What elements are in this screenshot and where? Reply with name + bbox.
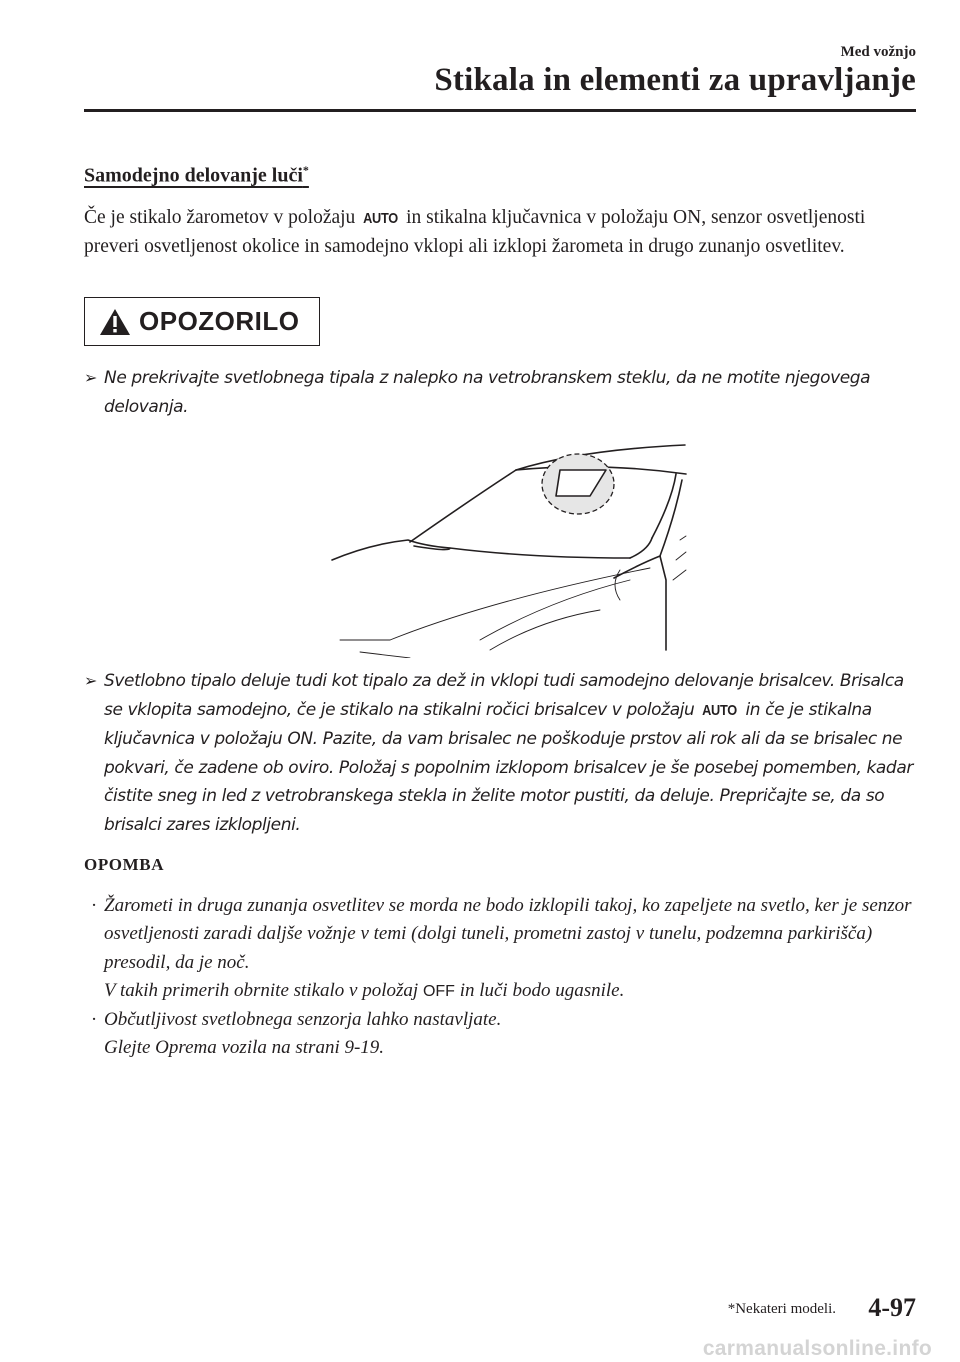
warning-item: [84, 667, 916, 839]
note-item-text: [104, 1006, 501, 1063]
warning-item2-text-1: Svetlobno tipalo deluje tudi kot tipalo za dež in vklopi tudi samodejno delovanje brisalcev. Brisalca se vklopita samodejno, če je stikalo na stikalni ročici brisalcev v položaju: [104, 671, 904, 720]
note-item: [84, 1006, 916, 1063]
auto-position-label: AUTO: [363, 210, 399, 227]
windshield-sensor-illustration: [330, 440, 690, 658]
arrow-right-icon: ➢: [84, 671, 98, 690]
warning-item: [84, 364, 916, 421]
note-item1-line1: Žarometi in druga zunanja osvetlitev se morda ne bodo izklopili takoj, ko zapeljete na svetlo, ker je senzor osvetljenosti zaradi daljše vožnje v temi (dolgi tuneli, prometni zastoj v tunelu, podzemna parkirišča) presodil, da je noč.: [104, 895, 912, 973]
note-item-text: [104, 892, 916, 1006]
off-position-label: OFF: [422, 982, 455, 1000]
note-item: [84, 892, 916, 1006]
bullet-dot-icon: ·: [90, 1009, 98, 1031]
warning-item-text: Ne prekrivajte svetlobnega tipala z nalepko na vetrobranskem steklu, da ne motite njegovega delovanja.: [104, 368, 871, 417]
section-asterisk: *: [302, 163, 309, 177]
arrow-right-icon: ➢: [84, 368, 98, 387]
warning-header-box: [84, 297, 320, 346]
auto-position-label: AUTO: [702, 701, 738, 719]
note-item2-line1: Občutljivost svetlobnega senzorja lahko nastavljate.: [104, 1009, 502, 1031]
intro-text-1: Če je stikalo žarometov v položaju: [84, 207, 361, 228]
section-title-text: Samodejno delovanje luči: [84, 164, 303, 187]
warning-item-text: [104, 667, 916, 839]
bullet-dot-icon: ·: [90, 895, 98, 916]
note-list: [84, 892, 916, 1063]
note-item1-text-b: in luči bodo ugasnile.: [454, 979, 625, 1001]
chapter-label: Med vožnjo: [840, 44, 916, 60]
footnote: *Nekateri modeli.: [727, 1301, 836, 1317]
warning-triangle-icon: [99, 308, 131, 336]
warning-item2-text-2: in če je stikalna ključavnica v položaju ON. Pazite, da vam brisalec ne poškoduje prstov ali rok ali da se brisalec ne pokvari, če zadene ob oviro. Položaj s popolnim izklopom brisalcev je še posebej pomemben, kadar čistite sneg in led z vetrobranskega stekla in želite motor pustiti, da deluje. Prepričajte se, da so brisalci zares izklopljeni.: [104, 699, 913, 835]
section-title: [84, 163, 309, 188]
intro-text-2: in stikalna ključavnica v položaju ON, senzor osvetljenosti preveri osvetljenost okolice in samodejno vklopi ali izklopi žarometa in drugo zunanjo osvetlitev.: [84, 207, 866, 257]
note-item1-line2: [104, 977, 916, 1006]
note-item2-line2: Glejte Oprema vozila na strani 9-19.: [104, 1037, 385, 1059]
intro-paragraph: [84, 204, 916, 261]
page-number: 4-97: [868, 1293, 916, 1322]
warning-label: OPOZORILO: [139, 306, 300, 336]
note-title: OPOMBA: [84, 855, 165, 874]
note-item1-text-a: V takih primerih obrnite stikalo v položaj: [104, 979, 423, 1001]
watermark: carmanualsonline.info: [702, 1337, 932, 1360]
header-divider: [84, 109, 916, 112]
page-title: Stikala in elementi za upravljanje: [434, 62, 916, 98]
